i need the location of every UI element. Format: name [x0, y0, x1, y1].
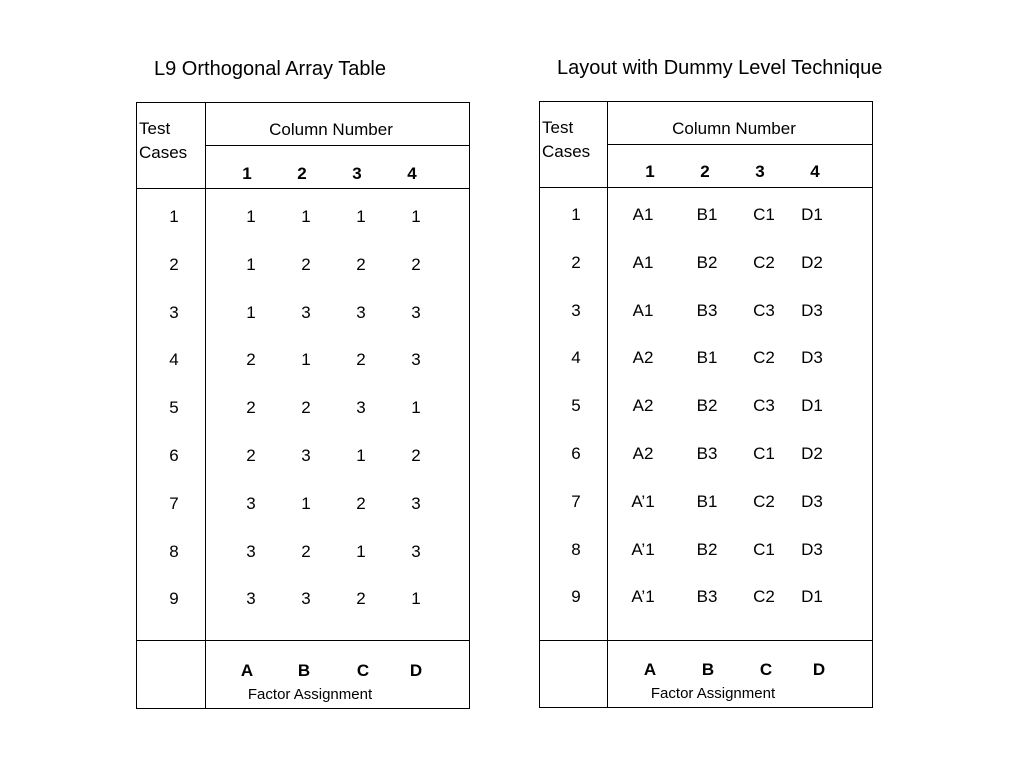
table-cell: 3 [301, 446, 311, 465]
divider-footer [137, 640, 469, 641]
table-cell: 2 [411, 254, 421, 274]
table-cell: C2 [753, 587, 775, 607]
table-cell: B2 [696, 252, 718, 272]
table-cell: B3 [696, 587, 718, 607]
test-case-number: 4 [169, 350, 179, 370]
table-cell: 1 [411, 207, 421, 226]
column-number-3: 3 [352, 164, 362, 183]
divider-header-inner [607, 144, 872, 145]
table-cell: A’1 [631, 491, 655, 511]
table-cell: A2 [632, 348, 654, 368]
table-cell: 1 [356, 207, 366, 226]
test-case-number: 8 [571, 539, 581, 559]
right-table-title: Layout with Dummy Level Technique [557, 57, 883, 79]
table-cell: 1 [301, 350, 311, 370]
table-cell: D2 [801, 252, 823, 272]
table-cell: C2 [753, 348, 775, 368]
table-cell: A2 [632, 444, 654, 463]
table-cell: 2 [301, 398, 311, 418]
table-cell: 1 [411, 398, 421, 418]
table-cell: 1 [246, 254, 256, 274]
test-case-number: 1 [571, 205, 581, 224]
table-cell: C1 [753, 444, 775, 463]
test-case-number: 9 [571, 587, 581, 607]
table-cell: 2 [356, 589, 366, 609]
test-case-number: 3 [169, 302, 179, 322]
test-case-number: 9 [169, 589, 179, 609]
table-cell: A1 [632, 300, 654, 320]
table-cell: A’1 [631, 539, 655, 559]
header-column-number: Column Number [269, 120, 393, 139]
table-cell: 2 [301, 254, 311, 274]
table-cell: D1 [801, 587, 823, 607]
column-number-3: 3 [755, 162, 765, 181]
table-cell: 2 [411, 446, 421, 465]
table-cell: 2 [356, 254, 366, 274]
table-cell: D3 [801, 348, 823, 368]
table-cell: D3 [801, 300, 823, 320]
table-cell: B1 [696, 491, 718, 511]
factor-b: B [297, 661, 311, 680]
table-cell: B2 [696, 396, 718, 416]
header-column-number: Column Number [672, 119, 796, 138]
test-case-number: 6 [571, 444, 581, 463]
factor-d: D [812, 660, 826, 679]
divider-footer [540, 640, 872, 641]
divider-vertical [205, 103, 206, 708]
divider-vertical [607, 102, 608, 707]
table-cell: 3 [356, 398, 366, 418]
factor-assignment-label: Factor Assignment [247, 686, 373, 703]
table-cell: 1 [246, 302, 256, 322]
table-cell: 1 [246, 207, 256, 226]
table-cell: C3 [753, 300, 775, 320]
table-cell: 1 [356, 446, 366, 465]
column-number-1: 1 [242, 164, 252, 183]
factor-c: C [759, 660, 773, 679]
table-cell: B1 [696, 205, 718, 224]
table-cell: C1 [753, 205, 775, 224]
table-cell: C2 [753, 491, 775, 511]
column-number-4: 4 [810, 162, 820, 181]
factor-a: A [240, 661, 254, 680]
table-cell: 3 [301, 302, 311, 322]
table-cell: D1 [801, 396, 823, 416]
table-cell: D3 [801, 491, 823, 511]
test-case-number: 2 [571, 252, 581, 272]
test-case-number: 4 [571, 348, 581, 368]
dummy-level-layout-table [539, 101, 873, 708]
table-cell: 2 [246, 398, 256, 418]
test-case-number: 7 [169, 493, 179, 513]
factor-assignment-label: Factor Assignment [650, 685, 776, 702]
table-cell: 3 [246, 493, 256, 513]
table-cell: C3 [753, 396, 775, 416]
table-cell: 2 [246, 446, 256, 465]
factor-c: C [356, 661, 370, 680]
table-cell: D2 [801, 444, 823, 463]
l9-orthogonal-array-table [136, 102, 470, 709]
factor-b: B [701, 660, 715, 679]
table-cell: 2 [356, 350, 366, 370]
table-cell: A2 [632, 396, 654, 416]
table-cell: D1 [801, 205, 823, 224]
column-number-2: 2 [297, 164, 307, 183]
table-cell: 3 [246, 541, 256, 561]
table-cell: A1 [632, 252, 654, 272]
table-cell: 1 [301, 493, 311, 513]
test-case-number: 3 [571, 300, 581, 320]
table-cell: 3 [301, 589, 311, 609]
test-case-number: 5 [571, 396, 581, 416]
column-number-4: 4 [407, 164, 417, 183]
table-cell: A’1 [631, 587, 655, 607]
test-case-number: 8 [169, 541, 179, 561]
table-cell: 1 [301, 207, 311, 226]
table-cell: C1 [753, 539, 775, 559]
factor-a: A [643, 660, 657, 679]
table-cell: 1 [411, 589, 421, 609]
divider-header [540, 187, 872, 188]
table-cell: B2 [696, 539, 718, 559]
divider-header [137, 188, 469, 189]
test-case-number: 5 [169, 398, 179, 418]
table-cell: B3 [696, 444, 718, 463]
divider-header-inner [205, 145, 469, 146]
header-test: Test [139, 119, 171, 138]
header-cases: Cases [542, 142, 591, 161]
table-cell: 3 [411, 302, 421, 322]
test-case-number: 1 [169, 207, 179, 226]
header-cases: Cases [139, 143, 188, 162]
table-cell: 3 [246, 589, 256, 609]
left-table-title: L9 Orthogonal Array Table [154, 58, 387, 80]
header-test: Test [542, 118, 574, 137]
table-cell: 2 [356, 493, 366, 513]
table-cell: 3 [411, 493, 421, 513]
test-case-number: 2 [169, 254, 179, 274]
table-cell: 2 [246, 350, 256, 370]
table-cell: 3 [411, 350, 421, 370]
factor-d: D [409, 661, 423, 680]
table-cell: D3 [801, 539, 823, 559]
test-case-number: 7 [571, 491, 581, 511]
table-cell: A1 [632, 205, 654, 224]
test-case-number: 6 [169, 446, 179, 465]
table-cell: 3 [356, 302, 366, 322]
column-number-2: 2 [700, 162, 710, 181]
table-cell: 2 [301, 541, 311, 561]
table-cell: C2 [753, 252, 775, 272]
column-number-1: 1 [645, 162, 655, 181]
table-cell: 3 [411, 541, 421, 561]
table-cell: 1 [356, 541, 366, 561]
table-cell: B3 [696, 300, 718, 320]
table-cell: B1 [696, 348, 718, 368]
